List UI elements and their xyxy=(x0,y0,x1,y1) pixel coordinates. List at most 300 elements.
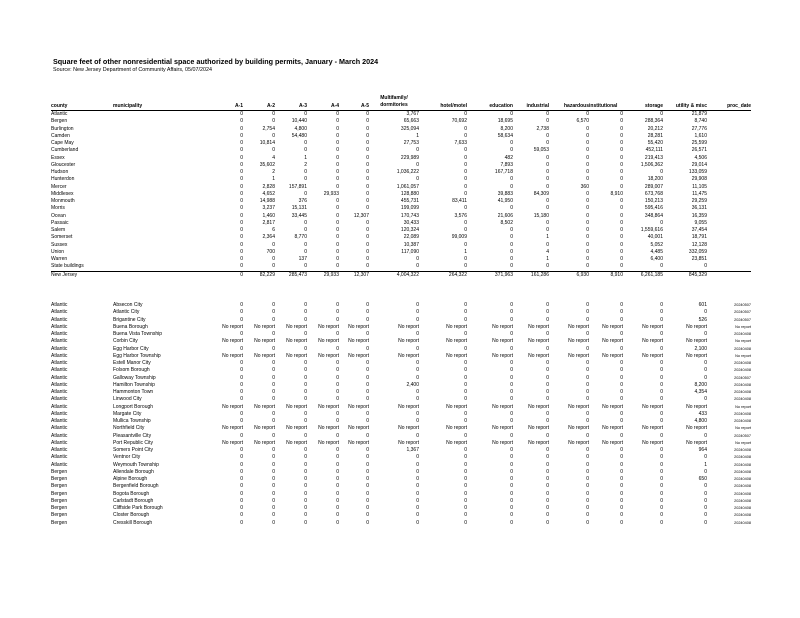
value-cell: 0 xyxy=(240,219,243,226)
value-cell: 0 xyxy=(272,316,275,323)
value-cell: 0 xyxy=(704,519,707,526)
value-cell: 0 xyxy=(416,483,419,490)
value-cell: 0 xyxy=(240,432,243,439)
value-cell: 0 xyxy=(464,183,467,190)
proc-date-cell xyxy=(707,184,751,191)
value-cell: 0 xyxy=(336,396,339,403)
value-cell: 0 xyxy=(304,381,307,388)
value-cell: 199,099 xyxy=(400,205,419,212)
county-name: Bergen xyxy=(51,490,68,497)
value-cell: 0 xyxy=(336,140,339,146)
value-cell: 0 xyxy=(510,497,513,504)
value-cell: 0 xyxy=(272,389,275,395)
value-cell: 0 xyxy=(704,468,707,475)
value-cell: 0 xyxy=(464,154,467,161)
proc-date-cell xyxy=(707,227,751,234)
value-cell: 0 xyxy=(336,118,339,125)
value-cell: 0 xyxy=(304,483,307,490)
proc-date-cell: 20240408 xyxy=(734,390,751,394)
municipality-row xyxy=(51,360,751,367)
value-cell: 0 xyxy=(366,147,369,154)
value-cell: 2,828 xyxy=(262,183,275,190)
value-cell: 0 xyxy=(586,241,589,248)
value-cell: 0 xyxy=(660,461,663,468)
value-cell: 1 xyxy=(272,176,275,183)
value-cell: 0 xyxy=(464,316,467,323)
county-name: Atlantic xyxy=(51,360,68,366)
value-cell: 0 xyxy=(586,256,589,262)
value-cell: 0 xyxy=(416,519,419,526)
value-cell: 0 xyxy=(586,147,589,154)
value-cell: 29,908 xyxy=(691,176,707,183)
value-cell: No report xyxy=(492,338,513,345)
value-cell: 0 xyxy=(510,263,513,270)
value-cell: 0 xyxy=(510,176,513,183)
value-cell: 0 xyxy=(304,512,307,519)
value-cell: 0 xyxy=(416,418,419,424)
county-name: Atlantic xyxy=(51,439,68,446)
municipality-name: Northfield City xyxy=(113,425,145,432)
value-cell: 22,089 xyxy=(403,234,419,241)
value-cell: 0 xyxy=(620,248,623,255)
proc-date-cell: 20240507 xyxy=(734,375,751,380)
value-cell: 0 xyxy=(304,331,307,337)
header-a2: A-2 xyxy=(243,95,275,111)
value-cell: 0 xyxy=(586,132,589,139)
value-cell: 0 xyxy=(510,309,513,316)
value-cell: No report xyxy=(286,403,307,410)
value-cell: 0 xyxy=(240,389,243,395)
value-cell: 0 xyxy=(366,519,369,526)
proc-date-cell: 20240408 xyxy=(734,491,751,496)
proc-date-cell xyxy=(707,155,751,162)
value-cell: 15,131 xyxy=(291,205,307,212)
value-cell: 0 xyxy=(366,497,369,504)
value-cell: No report xyxy=(642,439,663,446)
value-cell: 0 xyxy=(620,497,623,504)
value-cell: 0 xyxy=(586,454,589,461)
value-cell: 0 xyxy=(304,316,307,323)
value-cell: 0 xyxy=(586,248,589,255)
value-cell: 289,007 xyxy=(644,183,663,190)
county-row xyxy=(51,213,751,220)
municipality-row xyxy=(51,462,751,469)
value-cell: 0 xyxy=(546,389,549,395)
municipality-row xyxy=(51,469,751,476)
county-name: Hudson xyxy=(51,169,69,175)
value-cell: 28,281 xyxy=(647,132,663,139)
value-cell: 0 xyxy=(336,169,339,175)
municipality-name: Carlstadt Borough xyxy=(113,497,154,504)
value-cell: No report xyxy=(642,425,663,432)
value-cell: 0 xyxy=(586,219,589,226)
value-cell: 25,599 xyxy=(691,140,707,146)
county-summary-table xyxy=(51,95,751,279)
value-cell: 0 xyxy=(416,497,419,504)
value-cell: 0 xyxy=(620,468,623,475)
value-cell: 0 xyxy=(464,367,467,374)
municipality-row xyxy=(51,418,751,425)
value-cell: 0 xyxy=(660,374,663,381)
value-cell: 0 xyxy=(660,396,663,403)
county-row xyxy=(51,191,751,198)
value-cell: 0 xyxy=(464,447,467,453)
value-cell: No report xyxy=(446,403,467,410)
value-cell: 0 xyxy=(586,418,589,424)
value-cell: No report xyxy=(602,323,623,330)
proc-date-cell: No report xyxy=(735,353,751,358)
value-cell: 0 xyxy=(336,345,339,352)
value-cell: 0 xyxy=(304,490,307,497)
value-cell: 0 xyxy=(416,476,419,482)
value-cell: 1 xyxy=(464,248,467,255)
value-cell: 0 xyxy=(272,454,275,461)
value-cell: 0 xyxy=(336,331,339,337)
value-cell: 0 xyxy=(366,490,369,497)
value-cell: 0 xyxy=(366,176,369,183)
value-cell: 0 xyxy=(272,331,275,337)
value-cell: 0 xyxy=(240,140,243,146)
value-cell: 0 xyxy=(336,316,339,323)
total-value-cell: 29,933 xyxy=(307,271,339,279)
value-cell: 0 xyxy=(620,176,623,183)
value-cell: 0 xyxy=(336,490,339,497)
municipality-row xyxy=(51,491,751,498)
value-cell: 1,559,616 xyxy=(640,227,663,233)
value-cell: 0 xyxy=(304,432,307,439)
value-cell: No report xyxy=(602,425,623,432)
report-title: Square feet of other nonresidential space authorized by building permits, January - March 2024 xyxy=(53,57,379,66)
value-cell: 8,200 xyxy=(500,125,513,132)
value-cell: 18,695 xyxy=(497,118,513,125)
county-name: Camden xyxy=(51,132,70,139)
municipality-name: Longport Borough xyxy=(113,403,154,410)
proc-date-cell: 20240408 xyxy=(734,368,751,373)
value-cell: 0 xyxy=(546,512,549,519)
value-cell: 36,131 xyxy=(691,205,707,212)
value-cell: 0 xyxy=(704,360,707,366)
value-cell: No report xyxy=(254,352,275,359)
value-cell: 0 xyxy=(510,454,513,461)
value-cell: 128,880 xyxy=(400,190,419,197)
value-cell: 30,433 xyxy=(403,219,419,226)
value-cell: 0 xyxy=(240,367,243,374)
value-cell: No report xyxy=(686,439,707,446)
value-cell: 0 xyxy=(366,418,369,424)
value-cell: No report xyxy=(642,323,663,330)
county-name: Atlantic xyxy=(51,403,68,410)
value-cell: 29,014 xyxy=(691,161,707,168)
value-cell: 0 xyxy=(336,154,339,161)
municipality-name: Folsom Borough xyxy=(113,367,150,374)
value-cell: 0 xyxy=(546,169,549,175)
proc-date-cell: 20240408 xyxy=(734,361,751,365)
value-cell: 0 xyxy=(620,374,623,381)
proc-date-cell: No report xyxy=(735,339,751,344)
value-cell: 0 xyxy=(240,227,243,233)
value-cell: No report xyxy=(686,323,707,330)
value-cell: No report xyxy=(568,352,589,359)
value-cell: 40,001 xyxy=(647,234,663,241)
value-cell: 21,879 xyxy=(691,111,707,117)
value-cell: 0 xyxy=(240,118,243,125)
value-cell: 700 xyxy=(266,248,275,255)
value-cell: 0 xyxy=(240,248,243,255)
value-cell: 455,731 xyxy=(400,198,419,204)
municipality-name: Closter Borough xyxy=(113,512,150,519)
value-cell: 964 xyxy=(698,447,707,453)
value-cell: 0 xyxy=(586,512,589,519)
report-source: Source: New Jersey Department of Community Affairs, 05/07/2024 xyxy=(53,67,212,73)
value-cell: No report xyxy=(686,352,707,359)
county-name: Atlantic xyxy=(51,374,68,381)
value-cell: No report xyxy=(398,323,419,330)
proc-date-cell xyxy=(707,126,751,133)
proc-date-cell: 20240408 xyxy=(734,397,751,402)
value-cell: 0 xyxy=(272,241,275,248)
total-row xyxy=(51,271,751,279)
value-cell: No report xyxy=(642,338,663,345)
value-cell: 4,485 xyxy=(650,248,663,255)
value-cell: 0 xyxy=(366,132,369,139)
value-cell: 58,634 xyxy=(497,132,513,139)
proc-date-cell xyxy=(707,111,751,119)
value-cell: 0 xyxy=(240,316,243,323)
value-cell: 0 xyxy=(304,497,307,504)
value-cell: 0 xyxy=(416,147,419,154)
municipality-cell xyxy=(113,191,213,198)
municipality-name: Hamilton Township xyxy=(113,381,155,388)
value-cell: 26,571 xyxy=(691,147,707,154)
municipality-cell xyxy=(113,234,213,241)
value-cell: 0 xyxy=(464,241,467,248)
county-row xyxy=(51,205,751,212)
value-cell: 0 xyxy=(546,316,549,323)
value-cell: 0 xyxy=(510,248,513,255)
proc-date-cell xyxy=(707,133,751,140)
value-cell: No report xyxy=(222,403,243,410)
value-cell: 0 xyxy=(366,248,369,255)
value-cell: No report xyxy=(686,403,707,410)
value-cell: 0 xyxy=(464,132,467,139)
value-cell: 0 xyxy=(366,111,369,117)
municipality-row xyxy=(51,302,751,309)
value-cell: 0 xyxy=(660,505,663,511)
value-cell: 0 xyxy=(366,140,369,146)
value-cell: No report xyxy=(286,323,307,330)
value-cell: 0 xyxy=(240,490,243,497)
value-cell: 0 xyxy=(304,360,307,366)
header-multifamily xyxy=(369,95,419,111)
proc-date-cell: 20240507 xyxy=(734,317,751,322)
value-cell: 0 xyxy=(240,176,243,183)
value-cell: 0 xyxy=(586,490,589,497)
value-cell: 0 xyxy=(464,497,467,504)
value-cell: No report xyxy=(398,439,419,446)
value-cell: No report xyxy=(602,352,623,359)
total-value-cell: 161,286 xyxy=(513,271,549,279)
county-row xyxy=(51,220,751,227)
municipality-name: Hammonton Town xyxy=(113,389,154,395)
value-cell: 0 xyxy=(272,447,275,453)
value-cell: No report xyxy=(568,323,589,330)
value-cell: 0 xyxy=(336,447,339,453)
total-value-cell: 6,930 xyxy=(549,271,589,279)
total-value-cell: 845,329 xyxy=(663,271,707,279)
value-cell: 0 xyxy=(240,476,243,482)
value-cell: 0 xyxy=(464,205,467,212)
value-cell: 0 xyxy=(272,263,275,270)
municipality-row xyxy=(51,454,751,461)
value-cell: 0 xyxy=(366,374,369,381)
value-cell: 0 xyxy=(240,345,243,352)
value-cell: 3,576 xyxy=(454,212,467,219)
value-cell: 0 xyxy=(336,227,339,233)
value-cell: 0 xyxy=(586,154,589,161)
value-cell: 0 xyxy=(660,345,663,352)
value-cell: 0 xyxy=(464,505,467,511)
municipality-name: Brigantine City xyxy=(113,316,146,323)
value-cell: 2 xyxy=(304,161,307,168)
municipality-name: Bergenfield Borough xyxy=(113,483,159,490)
municipality-cell xyxy=(113,169,213,176)
value-cell: No report xyxy=(446,323,467,330)
value-cell: 0 xyxy=(586,316,589,323)
value-cell: 0 xyxy=(586,497,589,504)
header-industrial: industrial xyxy=(513,95,549,111)
value-cell: 2,400 xyxy=(406,381,419,388)
value-cell: 0 xyxy=(510,205,513,212)
value-cell: 8,770 xyxy=(294,234,307,241)
value-cell: 0 xyxy=(240,183,243,190)
proc-date-cell xyxy=(707,249,751,256)
municipality-row xyxy=(51,498,751,505)
value-cell: 1 xyxy=(546,234,549,241)
county-name: Atlantic xyxy=(51,410,68,417)
municipality-name: Cliffside Park Borough xyxy=(113,505,163,511)
value-cell: 0 xyxy=(304,374,307,381)
value-cell: 0 xyxy=(366,396,369,403)
value-cell: No report xyxy=(286,338,307,345)
value-cell: 0 xyxy=(366,505,369,511)
value-cell: No report xyxy=(348,338,369,345)
value-cell: 1,036,222 xyxy=(396,169,419,175)
value-cell: 0 xyxy=(240,396,243,403)
value-cell: 0 xyxy=(620,396,623,403)
value-cell: 0 xyxy=(240,198,243,204)
value-cell: 0 xyxy=(240,512,243,519)
value-cell: 1 xyxy=(416,132,419,139)
value-cell: 0 xyxy=(366,169,369,175)
value-cell: 0 xyxy=(464,519,467,526)
value-cell: 0 xyxy=(240,234,243,241)
value-cell: 0 xyxy=(620,367,623,374)
county-row xyxy=(51,147,751,154)
proc-date-cell xyxy=(707,147,751,154)
county-name: State buildings xyxy=(51,263,84,270)
value-cell: No report xyxy=(446,352,467,359)
value-cell: No report xyxy=(222,352,243,359)
value-cell: 0 xyxy=(272,519,275,526)
value-cell: 348,864 xyxy=(644,212,663,219)
value-cell: 0 xyxy=(240,309,243,316)
county-name: Essex xyxy=(51,154,65,161)
county-name: Atlantic xyxy=(51,425,68,432)
value-cell: 0 xyxy=(366,468,369,475)
value-cell: 4 xyxy=(546,248,549,255)
value-cell: No report xyxy=(686,338,707,345)
header-multifamily-line1: Multifamily/ xyxy=(380,95,408,101)
value-cell: No report xyxy=(492,323,513,330)
value-cell: 0 xyxy=(272,505,275,511)
value-cell: 84,309 xyxy=(533,190,549,197)
value-cell: 0 xyxy=(304,505,307,511)
value-cell: 0 xyxy=(416,176,419,183)
county-name: Bergen xyxy=(51,483,68,490)
municipality-cell xyxy=(113,227,213,234)
county-row xyxy=(51,184,751,191)
value-cell: 0 xyxy=(546,505,549,511)
value-cell: 0 xyxy=(336,374,339,381)
value-cell: 0 xyxy=(366,345,369,352)
value-cell: 0 xyxy=(304,345,307,352)
value-cell: No report xyxy=(348,425,369,432)
value-cell: 1 xyxy=(704,461,707,468)
municipality-row xyxy=(51,324,751,331)
value-cell: 0 xyxy=(416,360,419,366)
value-cell: 0 xyxy=(272,461,275,468)
value-cell: 10,440 xyxy=(291,118,307,125)
county-row xyxy=(51,140,751,147)
value-cell: 0 xyxy=(416,461,419,468)
value-cell: 0 xyxy=(336,234,339,241)
value-cell: 0 xyxy=(586,432,589,439)
value-cell: 0 xyxy=(366,234,369,241)
county-name: Atlantic xyxy=(51,302,68,308)
value-cell: 2 xyxy=(272,169,275,175)
value-cell: 0 xyxy=(304,147,307,154)
value-cell: 0 xyxy=(272,418,275,424)
value-cell: 0 xyxy=(586,461,589,468)
county-row xyxy=(51,234,751,241)
municipality-row xyxy=(51,440,751,447)
municipality-name: Bogota Borough xyxy=(113,490,150,497)
value-cell: 0 xyxy=(620,212,623,219)
value-cell: 0 xyxy=(366,154,369,161)
municipality-row xyxy=(51,411,751,418)
proc-date-cell xyxy=(707,162,751,169)
value-cell: 0 xyxy=(620,461,623,468)
header-a5: A-5 xyxy=(339,95,369,111)
value-cell: 0 xyxy=(304,476,307,482)
value-cell: 11,105 xyxy=(692,183,707,190)
value-cell: 120,324 xyxy=(400,227,419,233)
table-header-row xyxy=(51,95,751,111)
value-cell: 2,100 xyxy=(694,345,707,352)
value-cell: 0 xyxy=(272,256,275,262)
municipality-name: Somers Point City xyxy=(113,447,154,453)
value-cell: 18,791 xyxy=(691,234,707,241)
municipality-row xyxy=(51,483,751,490)
county-name: Atlantic xyxy=(51,461,68,468)
municipality-row xyxy=(51,520,751,527)
value-cell: 0 xyxy=(620,483,623,490)
value-cell: 0 xyxy=(660,219,663,226)
value-cell: 0 xyxy=(620,219,623,226)
value-cell: 2,817 xyxy=(262,219,275,226)
county-row xyxy=(51,249,751,256)
county-name: Atlantic xyxy=(51,331,68,337)
